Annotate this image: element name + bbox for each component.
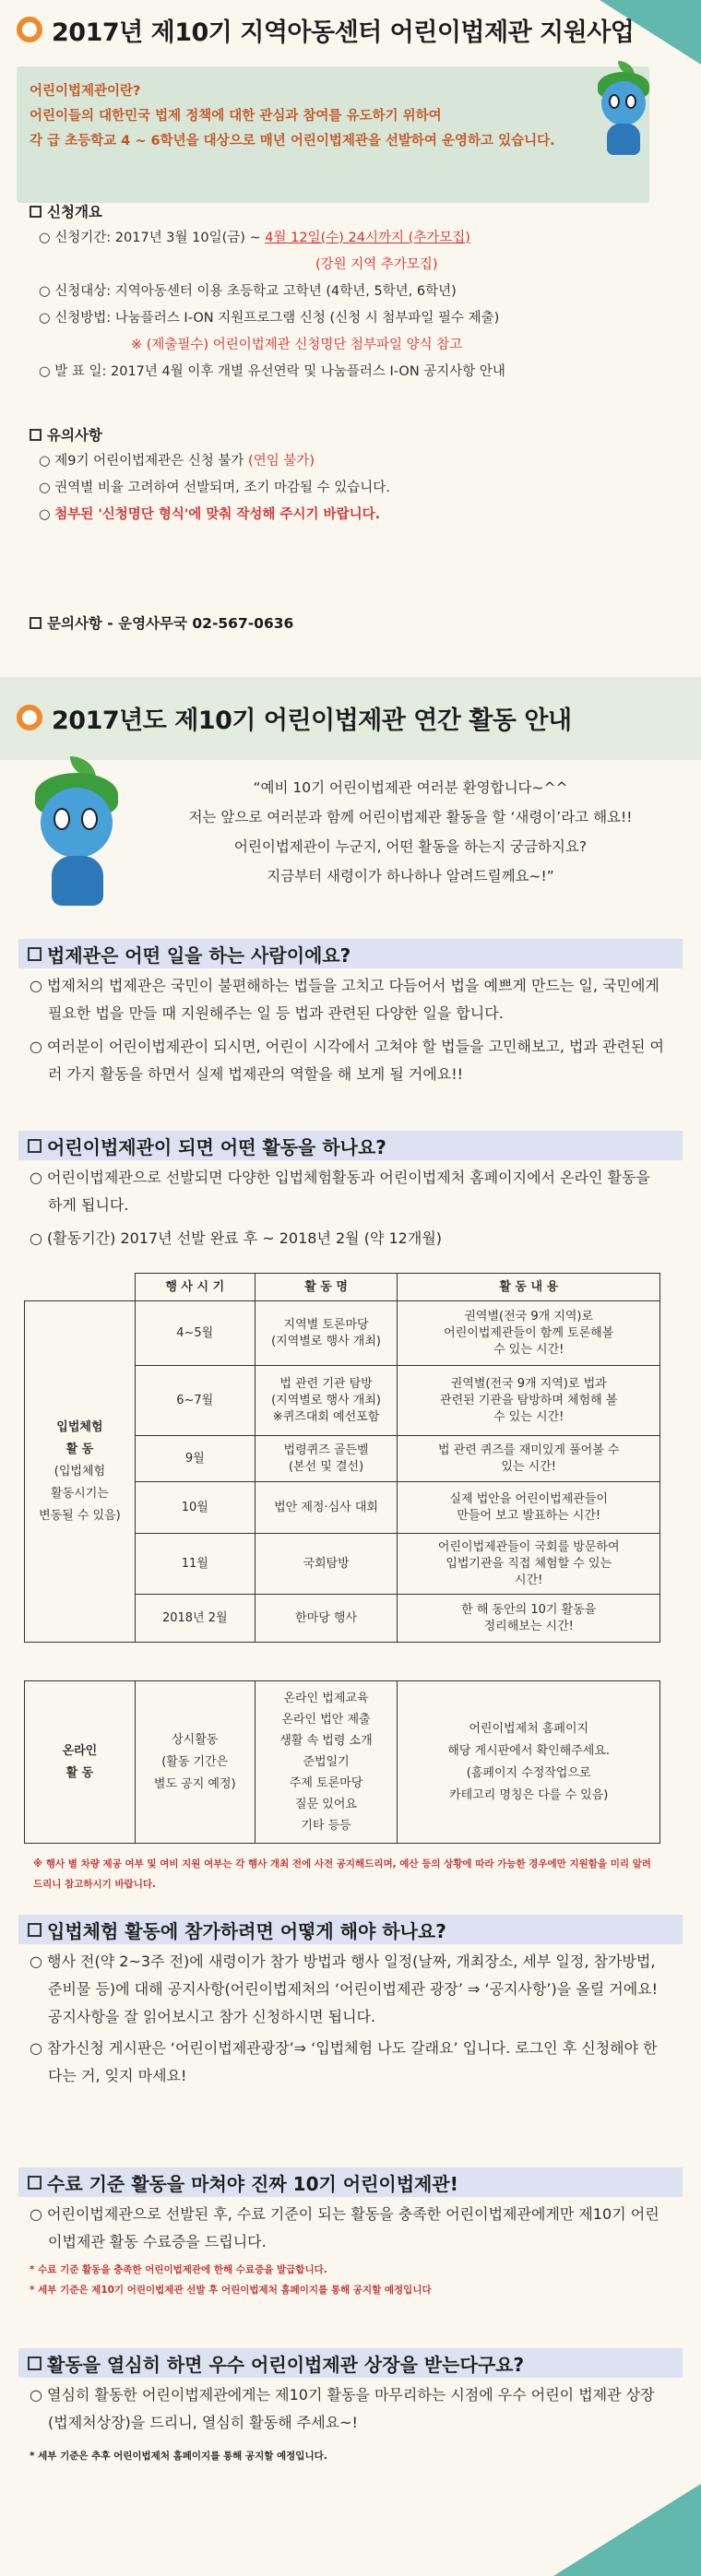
row-when: 11월 [135,1534,255,1595]
row-when: 6~7월 [135,1366,255,1436]
section2-title-row [17,699,572,736]
table-row [25,1681,660,1844]
q3-answer: ○ 참가신청 게시판은 ‘어린이법제관광장’⇒ ‘입법체험 나도 갈래요’ 입니다. 로그인 후 신청해야 한다는 거, 잊지 마세요! [30,2039,658,2084]
experience-group-label: 입법체험 활 동 (입법체험 활동시기는 변동될 수 있음) [25,1301,136,1643]
caution-heading: 유의사항 [30,424,675,445]
row-when: 10월 [135,1482,255,1534]
row-name: 국회탐방 [255,1534,398,1595]
circle-bullet-icon [17,705,42,730]
row-name: 한마당 행사 [255,1595,398,1643]
online-when: 상시활동 (활동 기간은 별도 공지 예정) [135,1681,255,1844]
table-header: 활 동 명 [255,1274,398,1301]
row-when: 9월 [135,1436,255,1482]
intro-line: 각 급 초등학교 4 ~ 6학년을 대상으로 매년 어린이법제관을 선발하여 운영하고 있습니다. [30,134,555,148]
section1-title: 2017년 제10기 지역아동센터 어린이법제관 지원사업 [52,18,635,47]
row-desc: 어린이법제관들이 국회를 방문하여 입법기관을 직접 체험할 수 있는 시간! [398,1534,660,1595]
checkbox-icon [28,1139,42,1153]
greeting-block [138,773,683,891]
row-desc: 실제 법안을 어린이법제관들이 만들어 보고 발표하는 시간! [398,1482,660,1534]
checkbox-icon [30,206,42,218]
apply-section [30,201,675,386]
announce-item: ○ 발 표 일: 2017년 4월 이후 개별 유선연락 및 나눔플러스 I-ON 공지사항 안내 [39,364,505,379]
q1-answer: ○ 여러분이 어린이법제관이 되시면, 어린이 시각에서 고쳐야 할 법들을 고민해보고, 법과 관련된 여러 가지 활동을 하면서 실제 법제관의 역할을 해 보게 될 거에요!! [30,1038,664,1083]
online-desc: 어린이법제처 홈페이지 해당 게시판에서 확인해주세요. (홈페이지 수정작업으로 카테고리 명칭은 다를 수 있음) [398,1681,660,1844]
q5-answers [30,2381,666,2466]
q2-answers [30,1164,666,1252]
intro-box [17,66,649,203]
q5-note: * 세부 기준은 추후 어린이법제처 홈페이지를 통해 공지할 예정입니다. [30,2451,327,2462]
q1-answer: ○ 법제처의 법제관은 국민이 불편해하는 법들을 고치고 다듬어서 법을 예쁘게 만드는 일, 국민에게 필요한 법을 만들 때 지원해주는 일 등 법과 관련된 다양한 일을 합니다. [30,977,659,1022]
checkbox-icon [28,1923,42,1937]
row-desc: 권역별(전국 9개 지역)로 어린이법제관들이 함께 토론해볼 수 있는 시간! [398,1301,660,1366]
checkbox-icon [28,947,42,961]
intro-line: 어린이법제관이란? [30,84,141,99]
q3-answer: ○ 행사 전(약 2~3주 전)에 새령이가 참가 방법과 행사 일정(날짜, 개최장소, 세부 일정, 참가방법, 준비물 등)에 대해 공지사항(어린이법제처의 ‘어린이법제관 광장’ ⇒ ‘공지사항’)을 올릴 거에요! 공지사항을 잘 읽어보시고 참가 신청하시면 됩니다. [30,1953,659,2025]
row-desc: 법 관련 퀴즈를 재미있게 풀어볼 수 있는 시간! [398,1436,660,1482]
online-name: 온라인 법제교육 온라인 법안 제출 생활 속 법령 소개 준법일기 주제 토론마당 질문 있어요 기타 등등 [255,1681,398,1844]
checkbox-icon [28,2356,42,2370]
table-note: ※ 행사 별 차량 제공 여부 및 여비 지원 여부는 각 행사 개최 전에 사전 공지해드리며, 예산 등의 상황에 따라 가능한 경우에만 지원함을 미리 알려드리니 참고하시기 바랍니다. [33,1858,651,1890]
table-row [25,1301,660,1366]
row-desc: 한 해 동안의 10기 활동을 정리해보는 시간! [398,1595,660,1643]
target-item: ○ 신청대상: 지역아동센터 이용 초등학교 고학년 (4학년, 5학년, 6학년) [39,284,457,299]
method-note: ※ (제출필수) 어린이법제관 신청명단 첨부파일 양식 참고 [131,338,463,352]
corner-decoration [553,2484,701,2576]
q1-answers [30,972,666,1088]
q2-heading: 어린이법제관이 되면 어떤 활동을 하나요? [18,1131,683,1160]
checkbox-icon [28,2176,42,2190]
row-name: 지역별 토론마당 (지역별로 행사 개최) [255,1301,398,1366]
table-header: 활 동 내 용 [398,1274,660,1301]
row-name: 법 관련 기관 탐방 (지역별로 행사 개최) ※퀴즈대회 예선포함 [255,1366,398,1436]
caution-item: ○ 첨부된 '신청명단 형식'에 맞춰 작성해 주시기 바랍니다. [39,507,381,522]
greeting-line: “예비 10기 어린이법제관 여러분 환영합니다~^^ [253,779,568,796]
caution-section [30,424,675,528]
intro-line: 어린이들의 대한민국 법제 정책에 대한 관심과 참여를 유도하기 위하여 [30,109,442,124]
checkbox-icon [30,617,42,629]
q3-heading: 입법체험 활동에 참가하려면 어떻게 해야 하나요? [18,1915,683,1944]
apply-heading: 신청개요 [30,201,675,221]
q4-note: * 세부 기준은 제10기 어린이법제관 선발 후 어린이법제처 홈페이지를 통해 공지할 예정입니다 [30,2285,432,2296]
q4-answer: ○ 어린이법제관으로 선발된 후, 수료 기준이 되는 활동을 충족한 어린이법제관에게만 제10기 어린이법제관 활동 수료증을 드립니다. [30,2205,659,2250]
caution-item: ○ 제9기 어린이법제관은 신청 불가 (연임 불가) [39,454,315,469]
row-name: 법안 제정·심사 대회 [255,1482,398,1534]
row-when: 4~5월 [135,1301,255,1366]
row-desc: 권역별(전국 9개 지역)로 법과 관련된 기관을 탐방하며 체험해 볼 수 있는 시간! [398,1366,660,1436]
section1-title-row [17,11,634,48]
caution-item: ○ 권역별 비율 고려하여 선발되며, 조기 마감될 수 있습니다. [39,481,390,495]
section2-title: 2017년도 제10기 어린이법제관 연간 활동 안내 [52,706,572,735]
greeting-line: 저는 앞으로 여러분과 함께 어린이법제관 활동을 할 ‘새령이’라고 해요!! [188,809,633,825]
q2-answer: ○ 어린이법제관으로 선발되면 다양한 입법체험활동과 어린이법제처 홈페이지에서 온라인 활동을 하게 됩니다. [30,1169,650,1214]
contact-line: 문의사항 - 운영사무국 02-567-0636 [30,612,293,633]
period-note: (강원 지역 추가모집) [315,257,438,272]
q3-answers [30,1948,666,2090]
q4-answers [30,2201,666,2300]
checkbox-icon [30,429,42,441]
method-item: ○ 신청방법: 나눔플러스 I-ON 지원프로그램 신청 (신청 시 첨부파일 필수 제출) [39,311,500,326]
q1-heading: 법제관은 어떤 일을 하는 사람이에요? [18,939,683,968]
q4-heading: 수료 기준 활동을 마쳐야 진짜 10기 어린이법제관! [18,2167,683,2197]
online-table [24,1680,660,1844]
activity-table [24,1273,660,1643]
online-label: 온라인 활 동 [25,1681,136,1844]
table-header: 행 사 시 기 [135,1274,255,1301]
mascot-icon [26,756,127,913]
circle-bullet-icon [17,17,42,42]
q5-answer: ○ 열심히 활동한 어린이법제관에게는 제10기 활동을 마무리하는 시점에 우수 어린이 법제관 상장(법제처상장)을 드리니, 열심히 활동해 주세요~! [30,2386,655,2431]
q2-answer: ○ (활동기간) 2017년 선발 완료 후 ~ 2018년 2월 (약 12개월) [30,1229,443,1247]
mascot-icon [590,61,655,162]
row-when: 2018년 2월 [135,1595,255,1643]
q5-heading: 활동을 열심히 하면 우수 어린이법제관 상장을 받는다구요? [18,2348,683,2378]
greeting-line: 지금부터 새령이가 하나하나 알려드릴께요~!” [267,868,554,884]
greeting-line: 어린이법제관이 누군지, 어떤 활동을 하는지 궁금하지요? [233,838,588,855]
row-name: 법령퀴즈 골든벨 (본선 및 결선) [255,1436,398,1482]
q4-note: * 수료 기준 활동을 충족한 어린이법제관에 한해 수료증을 발급합니다. [30,2264,327,2275]
period-item: ○ 신청기간: 2017년 3월 10일(금) ~ 4월 12일(수) 24시까지 (추가모집) [39,231,470,245]
